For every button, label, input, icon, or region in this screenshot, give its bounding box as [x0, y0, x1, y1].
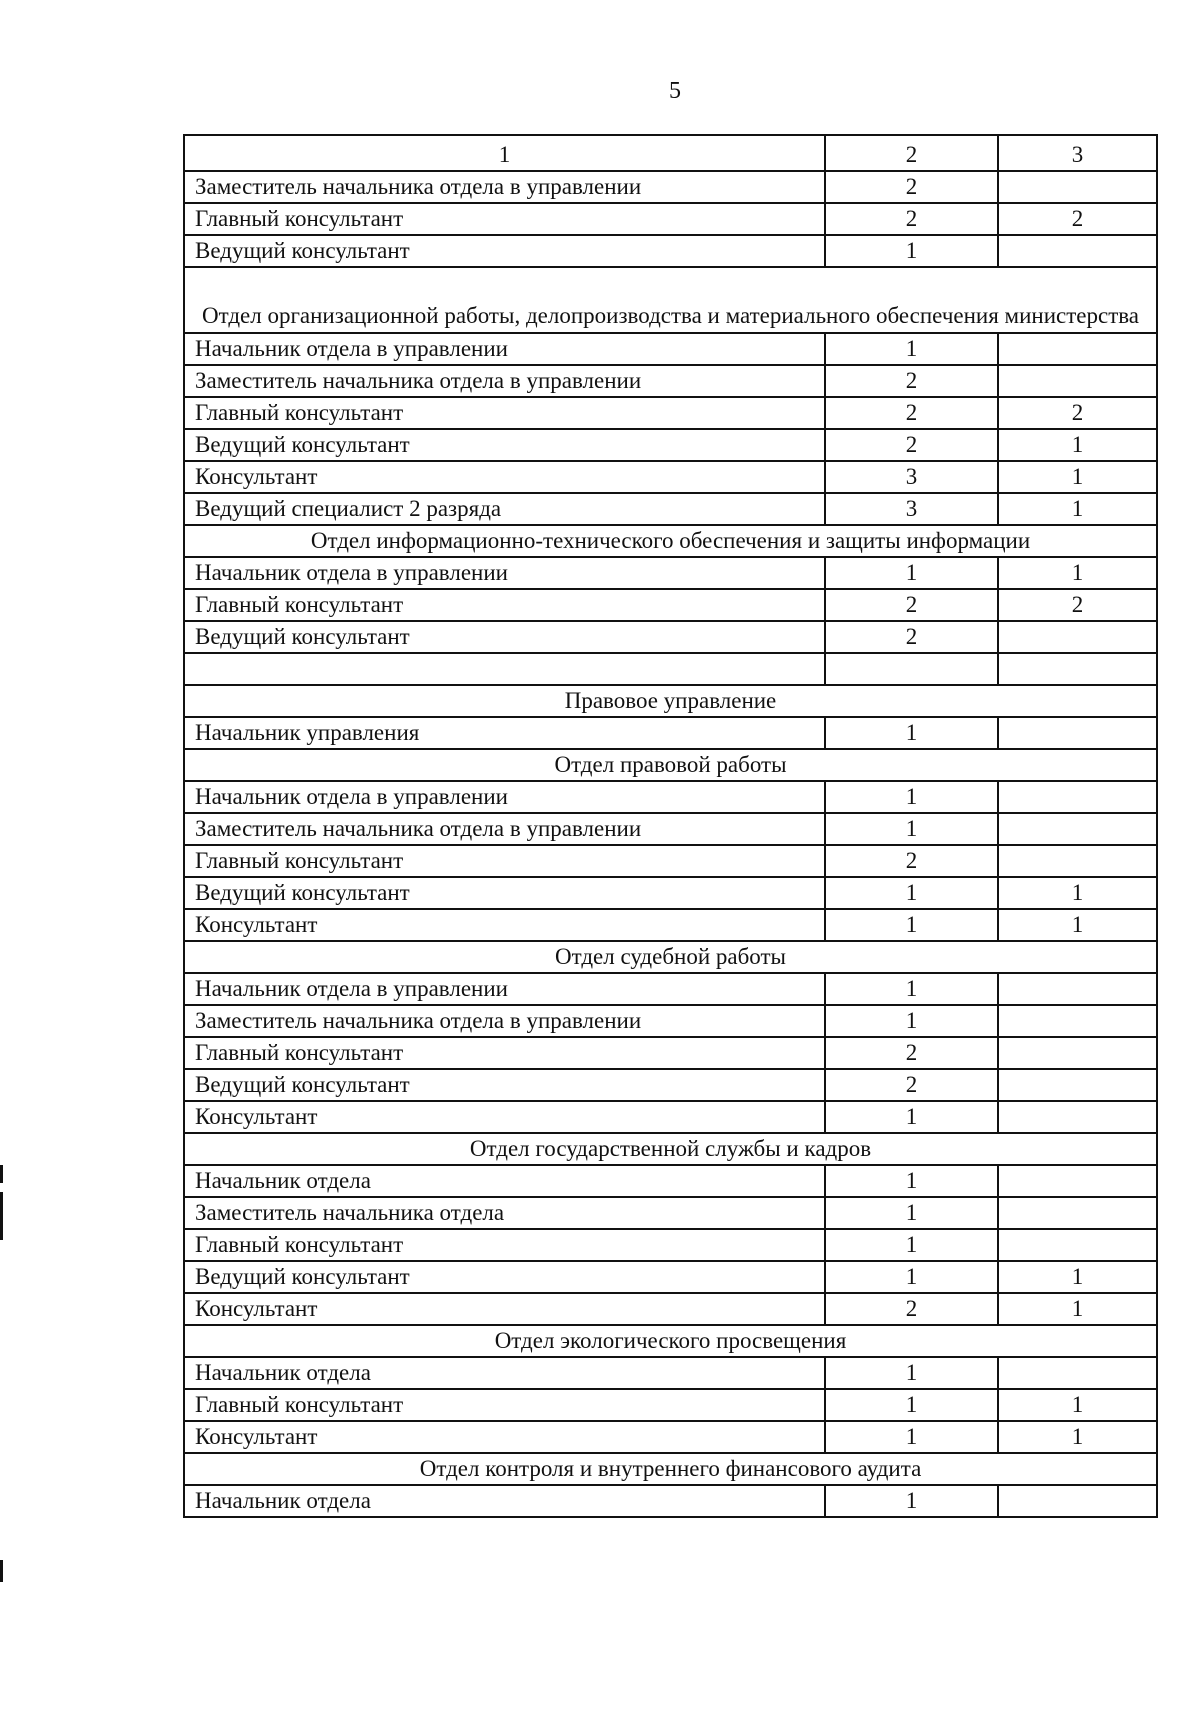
count-col-2: 1 — [825, 813, 998, 845]
position-title: Начальник управления — [184, 717, 825, 749]
position-row — [184, 845, 1157, 877]
staffing-table-body — [184, 135, 1157, 1517]
section-row — [184, 941, 1157, 973]
section-row — [184, 685, 1157, 717]
section-row — [184, 267, 1157, 333]
position-title: Ведущий консультант — [184, 877, 825, 909]
count-col-3 — [998, 845, 1157, 877]
position-row — [184, 1389, 1157, 1421]
section-title: Отдел судебной работы — [184, 941, 1157, 973]
position-row — [184, 429, 1157, 461]
position-title: Главный консультант — [184, 1389, 825, 1421]
position-title: Заместитель начальника отдела в управлении — [184, 1005, 825, 1037]
count-col-3: 1 — [998, 461, 1157, 493]
section-title: Правовое управление — [184, 685, 1157, 717]
count-col-2: 1 — [825, 1229, 998, 1261]
count-col-2: 2 — [825, 397, 998, 429]
header-cell-3: 3 — [998, 135, 1157, 171]
count-col-3 — [998, 781, 1157, 813]
count-col-3: 1 — [998, 557, 1157, 589]
position-title: Главный консультант — [184, 845, 825, 877]
position-title: Главный консультант — [184, 1229, 825, 1261]
section-title: Отдел контроля и внутреннего финансового аудита — [184, 1453, 1157, 1485]
count-col-3 — [998, 365, 1157, 397]
position-row — [184, 1037, 1157, 1069]
count-col-3: 1 — [998, 429, 1157, 461]
count-col-2: 2 — [825, 621, 998, 653]
position-row — [184, 493, 1157, 525]
header-cell-1: 1 — [184, 135, 825, 171]
section-title: Отдел организационной работы, делопроизводства и материального обеспечения министерства — [184, 267, 1157, 333]
position-row — [184, 333, 1157, 365]
count-col-2: 1 — [825, 1261, 998, 1293]
count-col-3: 1 — [998, 909, 1157, 941]
count-col-2: 2 — [825, 365, 998, 397]
position-row — [184, 1005, 1157, 1037]
staffing-table — [183, 134, 1158, 1518]
position-row — [184, 1261, 1157, 1293]
count-col-2: 2 — [825, 171, 998, 203]
count-col-3 — [998, 1165, 1157, 1197]
count-col-2: 1 — [825, 877, 998, 909]
count-col-2: 2 — [825, 1069, 998, 1101]
count-col-3 — [998, 1037, 1157, 1069]
position-row — [184, 1197, 1157, 1229]
count-col-3: 2 — [998, 589, 1157, 621]
count-col-2: 1 — [825, 781, 998, 813]
position-title: Консультант — [184, 1101, 825, 1133]
position-title: Заместитель начальника отдела в управлении — [184, 365, 825, 397]
position-row — [184, 813, 1157, 845]
section-title: Отдел государственной службы и кадров — [184, 1133, 1157, 1165]
section-title: Отдел правовой работы — [184, 749, 1157, 781]
section-row — [184, 1133, 1157, 1165]
position-row — [184, 461, 1157, 493]
blank-cell — [825, 653, 998, 685]
position-title: Консультант — [184, 909, 825, 941]
count-col-2: 3 — [825, 493, 998, 525]
blank-cell — [184, 653, 825, 685]
position-title: Начальник отдела — [184, 1165, 825, 1197]
count-col-3 — [998, 235, 1157, 267]
count-col-3 — [998, 1101, 1157, 1133]
count-col-3: 2 — [998, 203, 1157, 235]
position-title: Главный консультант — [184, 397, 825, 429]
count-col-2: 1 — [825, 1357, 998, 1389]
blank-row — [184, 653, 1157, 685]
position-row — [184, 589, 1157, 621]
position-row — [184, 909, 1157, 941]
count-col-2: 3 — [825, 461, 998, 493]
position-row — [184, 1293, 1157, 1325]
position-row — [184, 621, 1157, 653]
count-col-3: 1 — [998, 877, 1157, 909]
position-title: Начальник отдела — [184, 1357, 825, 1389]
position-title: Ведущий консультант — [184, 1261, 825, 1293]
count-col-2: 2 — [825, 203, 998, 235]
table-header-row — [184, 135, 1157, 171]
count-col-3 — [998, 1069, 1157, 1101]
count-col-2: 1 — [825, 1421, 998, 1453]
section-row — [184, 1325, 1157, 1357]
count-col-3 — [998, 621, 1157, 653]
section-title: Отдел информационно-технического обеспечения и защиты информации — [184, 525, 1157, 557]
count-col-2: 1 — [825, 333, 998, 365]
position-title: Начальник отдела в управлении — [184, 333, 825, 365]
position-row — [184, 717, 1157, 749]
section-row — [184, 749, 1157, 781]
count-col-2: 1 — [825, 909, 998, 941]
count-col-2: 2 — [825, 589, 998, 621]
count-col-2: 2 — [825, 1293, 998, 1325]
position-row — [184, 1357, 1157, 1389]
position-title: Консультант — [184, 461, 825, 493]
count-col-2: 2 — [825, 845, 998, 877]
count-col-2: 1 — [825, 717, 998, 749]
count-col-3: 1 — [998, 493, 1157, 525]
header-cell-2: 2 — [825, 135, 998, 171]
count-col-3 — [998, 1197, 1157, 1229]
position-title: Консультант — [184, 1293, 825, 1325]
position-title: Ведущий консультант — [184, 235, 825, 267]
count-col-3 — [998, 813, 1157, 845]
scan-edge-mark — [0, 1192, 3, 1240]
position-row — [184, 1421, 1157, 1453]
scan-edge-mark — [0, 1560, 3, 1582]
section-row — [184, 525, 1157, 557]
position-title: Главный консультант — [184, 589, 825, 621]
count-col-3 — [998, 1357, 1157, 1389]
position-row — [184, 203, 1157, 235]
position-title: Консультант — [184, 1421, 825, 1453]
count-col-3 — [998, 717, 1157, 749]
position-title: Заместитель начальника отдела в управлении — [184, 171, 825, 203]
count-col-3 — [998, 973, 1157, 1005]
count-col-3: 2 — [998, 397, 1157, 429]
position-row — [184, 1101, 1157, 1133]
position-row — [184, 397, 1157, 429]
position-row — [184, 557, 1157, 589]
count-col-3: 1 — [998, 1293, 1157, 1325]
position-title: Ведущий консультант — [184, 621, 825, 653]
count-col-3: 1 — [998, 1261, 1157, 1293]
count-col-2: 1 — [825, 1485, 998, 1517]
page-number: 5 — [669, 78, 681, 104]
count-col-3: 1 — [998, 1389, 1157, 1421]
position-title: Начальник отдела — [184, 1485, 825, 1517]
scan-edge-mark — [0, 1165, 3, 1183]
count-col-3 — [998, 1005, 1157, 1037]
position-title: Начальник отдела в управлении — [184, 557, 825, 589]
count-col-3 — [998, 333, 1157, 365]
position-row — [184, 365, 1157, 397]
count-col-3: 1 — [998, 1421, 1157, 1453]
count-col-2: 1 — [825, 1197, 998, 1229]
position-title: Ведущий консультант — [184, 429, 825, 461]
position-row — [184, 973, 1157, 1005]
position-row — [184, 235, 1157, 267]
count-col-2: 1 — [825, 235, 998, 267]
count-col-2: 1 — [825, 1165, 998, 1197]
count-col-3 — [998, 171, 1157, 203]
count-col-2: 2 — [825, 429, 998, 461]
count-col-2: 1 — [825, 557, 998, 589]
position-title: Ведущий специалист 2 разряда — [184, 493, 825, 525]
position-title: Заместитель начальника отдела в управлении — [184, 813, 825, 845]
position-title: Начальник отдела в управлении — [184, 973, 825, 1005]
count-col-2: 1 — [825, 1005, 998, 1037]
position-title: Главный консультант — [184, 1037, 825, 1069]
count-col-2: 1 — [825, 973, 998, 1005]
count-col-3 — [998, 1229, 1157, 1261]
position-row — [184, 1165, 1157, 1197]
position-row — [184, 1069, 1157, 1101]
position-title: Главный консультант — [184, 203, 825, 235]
position-row — [184, 171, 1157, 203]
position-row — [184, 1485, 1157, 1517]
position-title: Начальник отдела в управлении — [184, 781, 825, 813]
position-title: Ведущий консультант — [184, 1069, 825, 1101]
count-col-2: 1 — [825, 1101, 998, 1133]
position-row — [184, 1229, 1157, 1261]
section-row — [184, 1453, 1157, 1485]
position-row — [184, 781, 1157, 813]
count-col-2: 1 — [825, 1389, 998, 1421]
position-title: Заместитель начальника отдела — [184, 1197, 825, 1229]
blank-cell — [998, 653, 1157, 685]
count-col-3 — [998, 1485, 1157, 1517]
position-row — [184, 877, 1157, 909]
count-col-2: 2 — [825, 1037, 998, 1069]
section-title: Отдел экологического просвещения — [184, 1325, 1157, 1357]
